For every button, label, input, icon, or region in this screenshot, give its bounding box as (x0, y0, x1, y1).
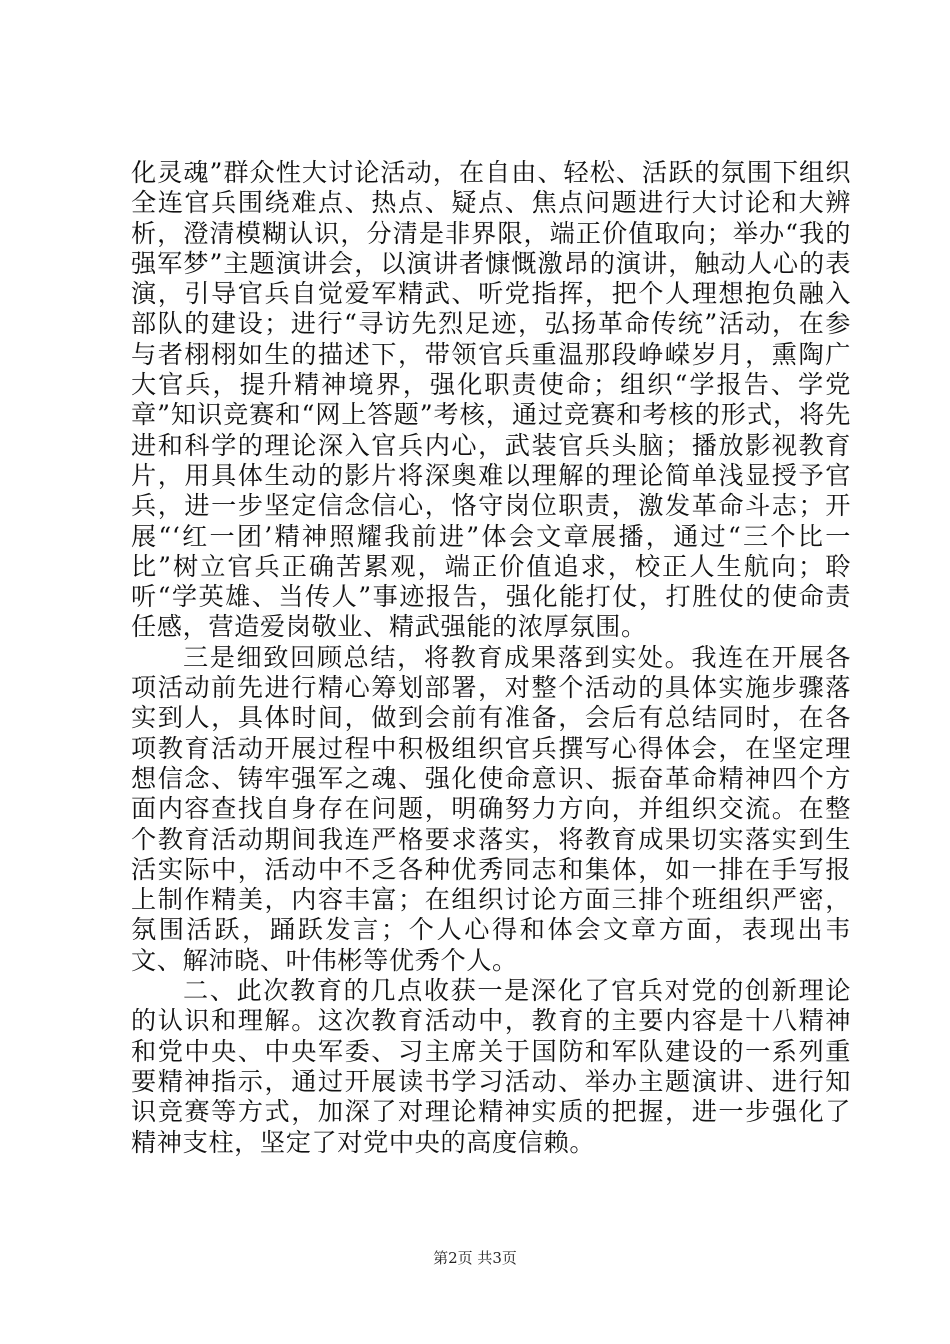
paragraph-2: 三是细致回顾总结，将教育成果落到实处。我连在开展各项活动前先进行精心筹划部署，对整个活动的具体实施步骤落实到人，具体时间，做到会前有准备，会后有总结同时，在各项教育活动开展过程中积极组织官兵撰写心得体会，在坚定理想信念、铸牢强军之魂、强化使命意识、振奋革命精神四个方面内容查找自身存在问题，明确努力方向，并组织交流。在整个教育活动期间我连严格要求落实，将教育成果切实落实到生活实际中，活动中不乏各种优秀同志和集体，如一排在手写报上制作精美，内容丰富；在组织讨论方面三排个班组织严密，氛围活跃，踊跃发言；个人心得和体会文章方面，表现出韦文、解沛晓、叶伟彬等优秀个人。 (131, 642, 851, 975)
paragraph-1: 化灵魂”群众性大讨论活动，在自由、轻松、活跃的氛围下组织全连官兵围绕难点、热点、疑点、焦点问题进行大讨论和大辨析，澄清模糊认识，分清是非界限，端正价值取向；举办“我的强军梦”主题演讲会，以演讲者慷慨激昂的演讲，触动人心的表演，引导官兵自觉爱军精武、听党指挥，把个人理想抱负融入部队的建设；进行“寻访先烈足迹，弘扬革命传统”活动，在参与者栩栩如生的描述下，带领官兵重温那段峥嵘岁月，熏陶广大官兵，提升精神境界，强化职责使命；组织“学报告、学党章”知识竞赛和“网上答题”考核，通过竞赛和考核的形式，将先进和科学的理论深入官兵内心，武装官兵头脑；播放影视教育片，用具体生动的影片将深奥难以理解的理论简单浅显授予官兵，进一步坚定信念信心，恪守岗位职责，激发革命斗志；开展“‘红一团’精神照耀我前进”体会文章展播，通过“三个比一比”树立官兵正确苦累观，端正价值追求，校正人生航向；聆听“学英雄、当传人”事迹报告，强化能打仗，打胜仗的使命责任感，营造爱岗敬业、精武强能的浓厚氛围。 (131, 158, 851, 642)
document-body (131, 158, 851, 1158)
page-footer: 第2页 共3页 (433, 1249, 517, 1267)
paragraph-3: 二、此次教育的几点收获一是深化了官兵对党的创新理论的认识和理解。这次教育活动中，教育的主要内容是十八精神和党中央、中央军委、习主席关于国防和军队建设的一系列重要精神指示，通过开展读书学习活动、举办主题演讲、进行知识竞赛等方式，加深了对理论精神实质的把握，进一步强化了精神支柱，坚定了对党中央的高度信赖。 (131, 976, 851, 1157)
